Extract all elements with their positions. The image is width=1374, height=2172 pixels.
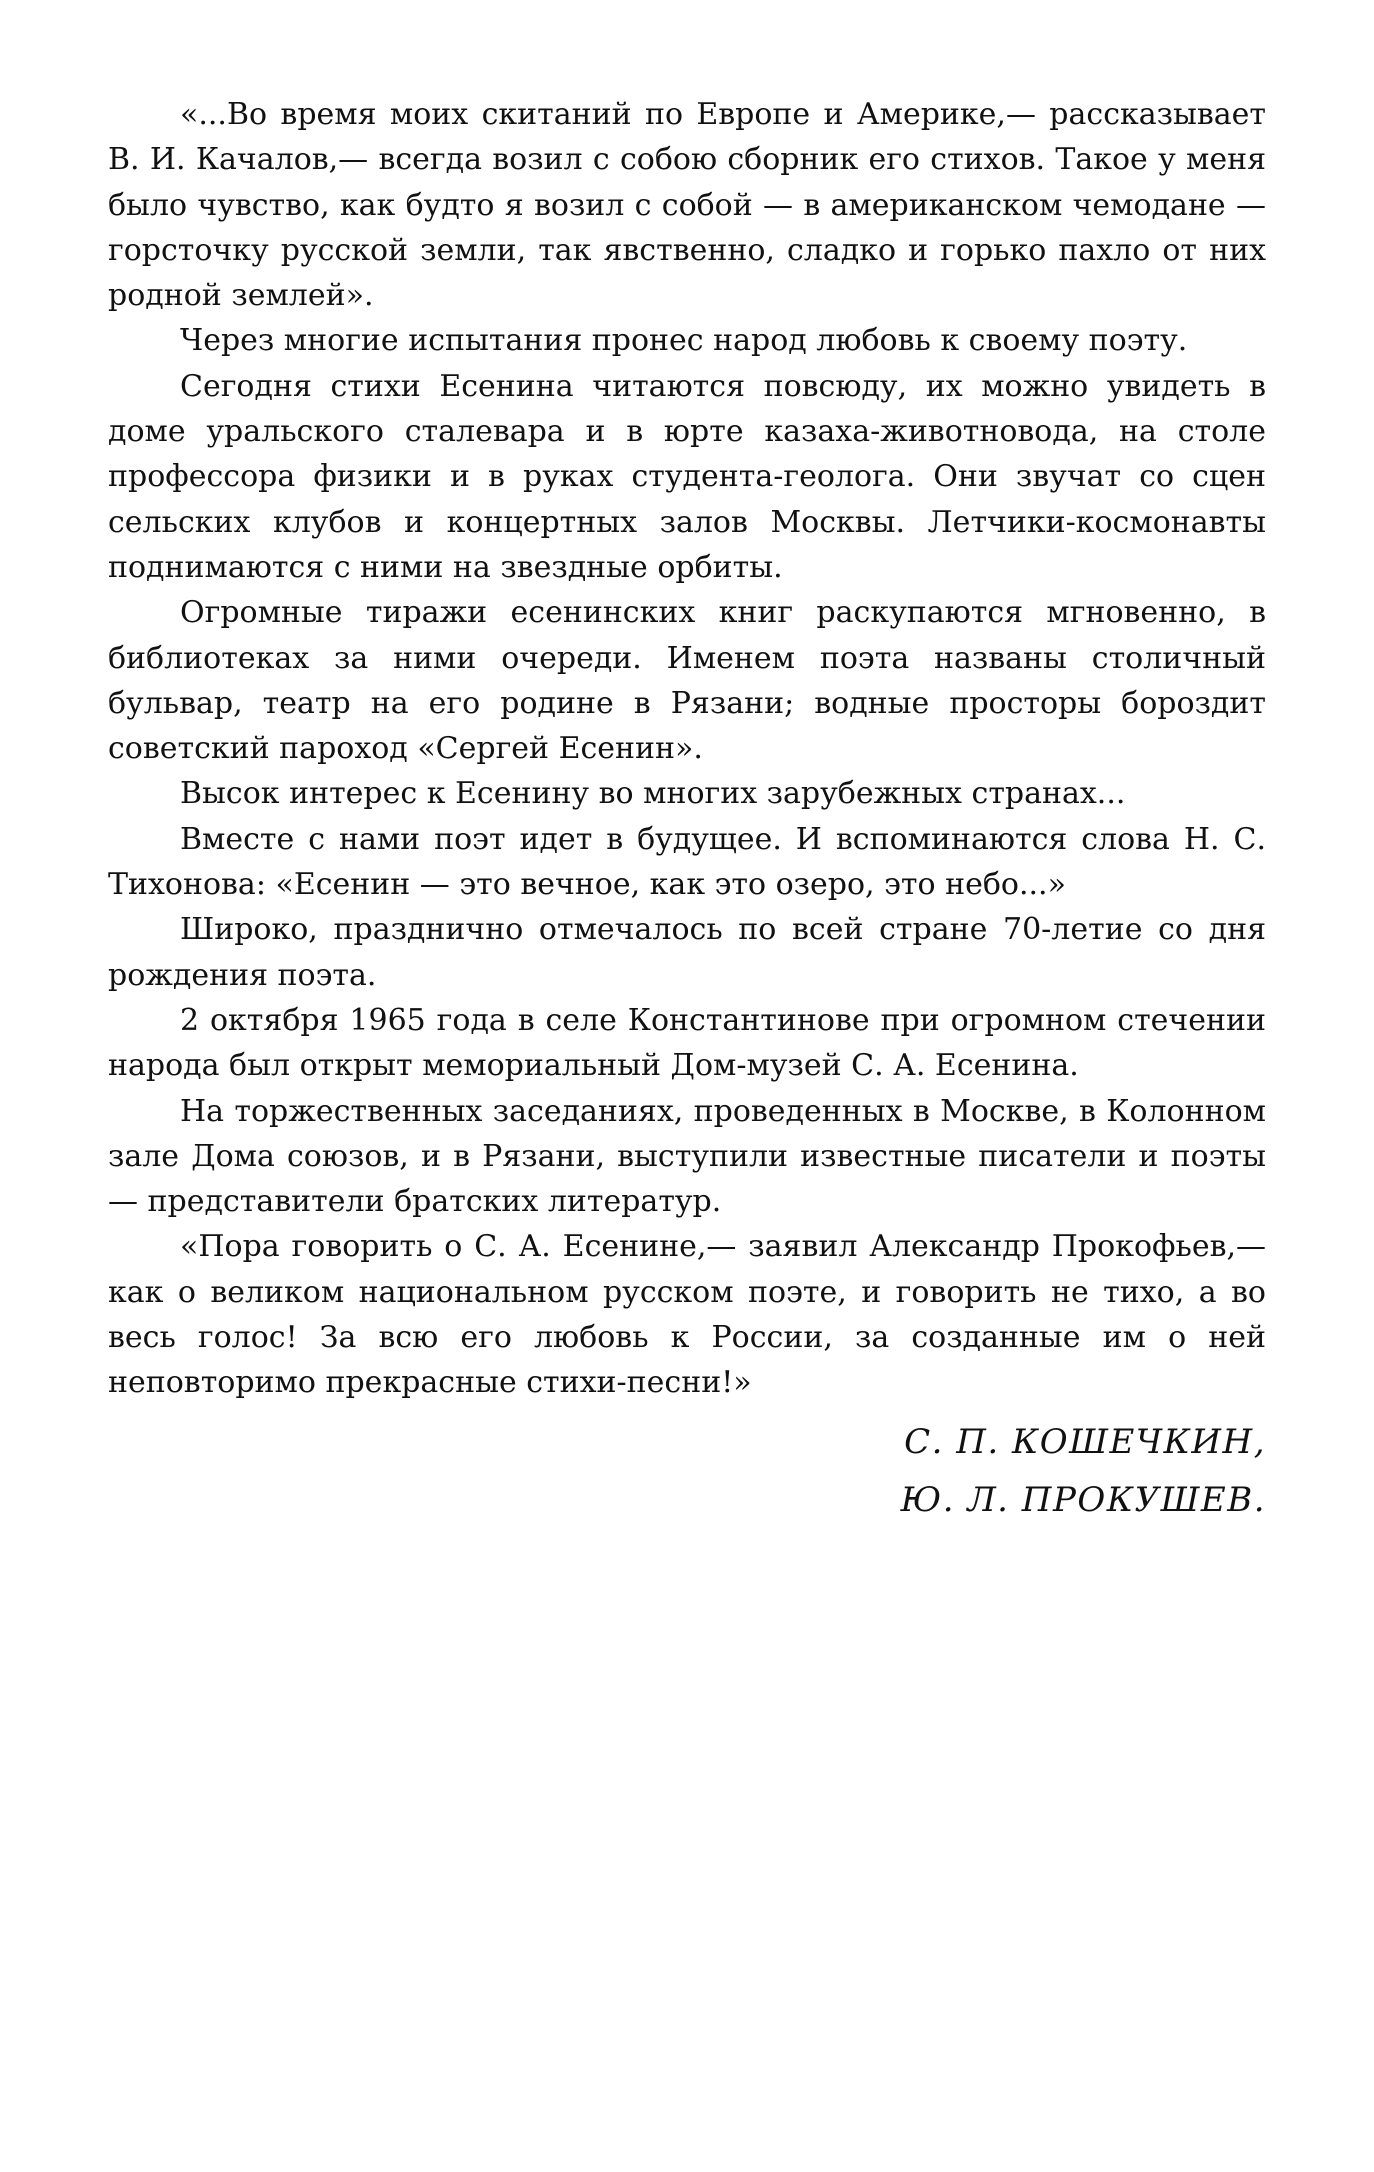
paragraph-people-love: Через многие испытания пронес народ любовь к своему поэту.	[180, 323, 1188, 359]
paragraph-print-runs: Огромные тиражи есенинских книг раскупаются мгновенно, в библиотеках за ними очереди. Именем поэта названы столичный бульвар, театр на его родине в Рязани; водные просторы бороздит советский пароход «Сергей Есенин».	[108, 595, 1266, 767]
paragraph-tikhonov-quote: Вместе с нами поэт идет в будущее. И вспоминаются слова Н. С. Тихонова: «Есенин — это вечное, как это озеро, это небо...»	[108, 821, 1266, 903]
paragraph-kachalov-quote: «...Во время моих скитаний по Европе и Америке,— рассказывает В. И. Качалов,— всегда возил с собою сборник его стихов. Такое у меня было чувство, как будто я возил с собой — в американском чемодане — горсточку русской земли, так явственно, сладко и горько пахло от них родной землей».	[108, 97, 1266, 314]
article-body	[108, 92, 1266, 1406]
paragraph-museum-opening: 2 октября 1965 года в селе Константинове при огромном стечении народа был открыт мемориальный Дом-музей С. А. Есенина.	[108, 1002, 1266, 1084]
paragraph-read-everywhere: Сегодня стихи Есенина читаются повсюду, их можно увидеть в доме уральского сталевара и в юрте казаха-животновода, на столе профессора физики и в руках студента-геолога. Они звучат со сцен сельских клубов и концертных залов Москвы. Летчики-космонавты поднимаются с ними на звездные орбиты.	[108, 368, 1266, 585]
paragraph-ceremonies: На торжественных заседаниях, проведенных в Москве, в Колонном зале Дома союзов, и в Рязани, выступили известные писатели и поэты — представители братских литератур.	[108, 1093, 1266, 1220]
author-signature	[108, 1413, 1266, 1529]
paragraph-foreign-interest: Высок интерес к Есенину во многих зарубежных странах...	[180, 776, 1126, 812]
paragraph-prokofiev-quote: «Пора говорить о С. А. Есенине,— заявил Александр Прокофьев,— как о великом национальном русском поэте, и говорить не тихо, а во весь голос! За всю его любовь к России, за созданные им о ней неповторимо прекрасные стихи-песни!»	[108, 1229, 1266, 1401]
signature-author-2: Ю. Л. ПРОКУШЕВ.	[900, 1480, 1266, 1520]
signature-author-1: С. П. КОШЕЧКИН,	[904, 1422, 1266, 1462]
paragraph-anniversary: Широко, празднично отмечалось по всей стране 70-летие со дня рождения поэта.	[108, 912, 1266, 993]
